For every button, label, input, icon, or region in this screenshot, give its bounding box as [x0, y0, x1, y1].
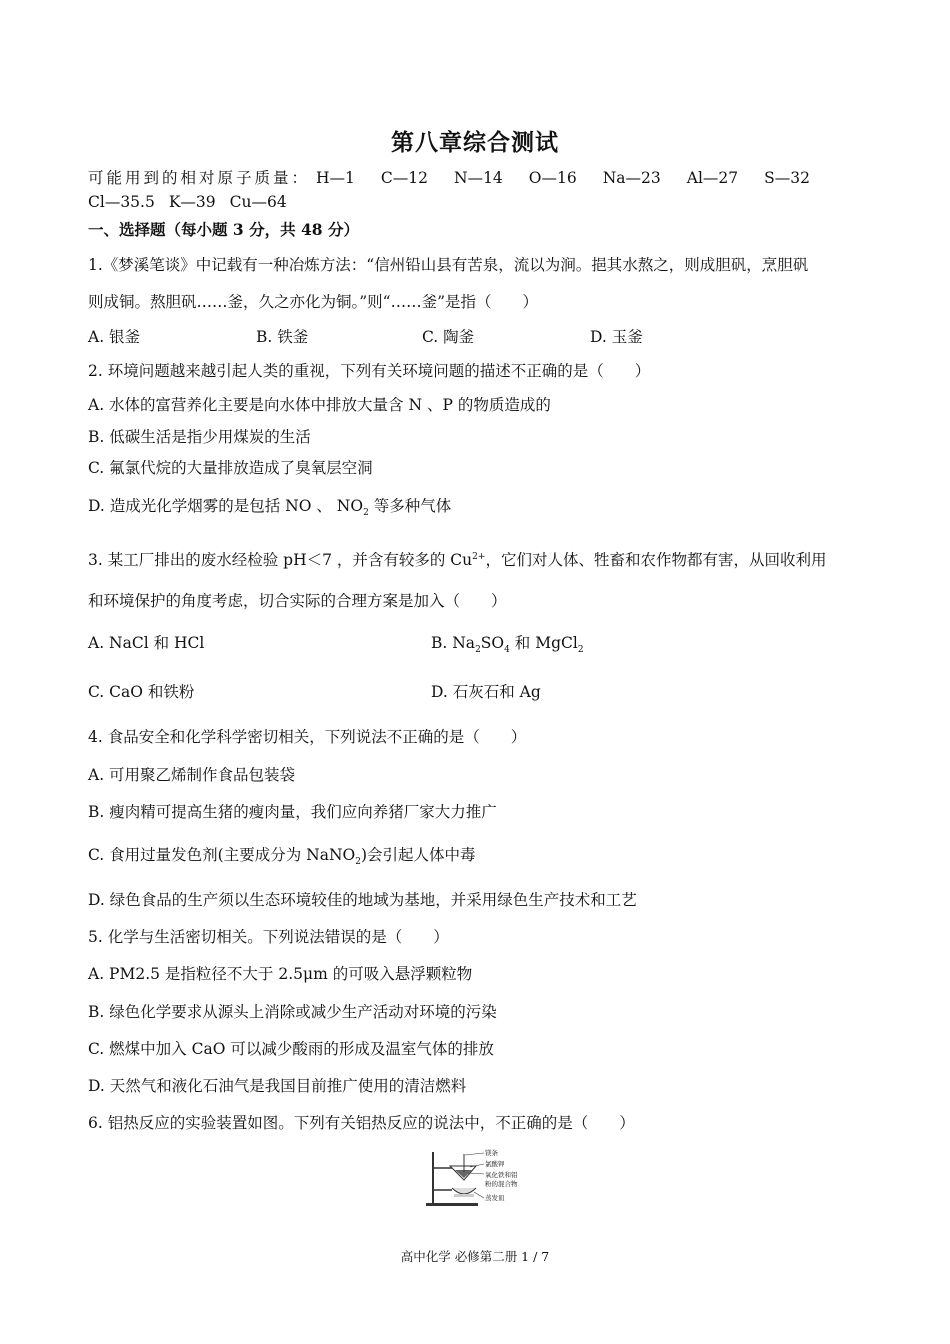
- q2-option-a: A. 水体的富营养化主要是向水体中排放大量含 N 、P 的物质造成的: [88, 396, 551, 414]
- mass-item: Cu—64: [229, 193, 287, 211]
- page-footer: 高中化学 必修第二册 1 / 7: [400, 1249, 550, 1264]
- atomic-masses-label: 可能用到的相对原子质量：: [88, 169, 311, 187]
- q2-option-c: C. 氟氯代烷的大量排放造成了臭氧层空洞: [88, 459, 373, 477]
- q1-option-a: A. 银釜: [88, 328, 141, 346]
- q4-stem: 4. 食品安全和化学科学密切相关，下列说法不正确的是（ ）: [88, 728, 527, 746]
- mass-item: S—32: [764, 169, 810, 187]
- label-magnesium: 镁条: [485, 1149, 498, 1157]
- q6-stem: 6. 铝热反应的实验装置如图。下列有关铝热反应的说法中，不正确的是（ ）: [88, 1114, 635, 1132]
- atomic-masses-line1: [88, 168, 810, 188]
- section-heading: 一、选择题（每小题 3 分，共 48 分）: [88, 220, 359, 239]
- q2-option-b: B. 低碳生活是指少用煤炭的生活: [88, 428, 311, 446]
- thermite-apparatus-figure: [424, 1148, 528, 1208]
- atomic-masses-line2: [88, 192, 287, 212]
- q3-option-b: B. $Na_2SO_4$ 和 MgCl$_2$: [431, 634, 584, 656]
- stand-rod: [432, 1152, 434, 1204]
- q1-option-b: B. 铁釜: [256, 328, 309, 346]
- q1-stem-line2: 则成铜。熬胆矾……釜，久之亦化为铜。”则“……釜”是指（ ）: [88, 293, 539, 311]
- q2-stem: 2. 环境问题越来越引起人类的重视，下列有关环境问题的描述不正确的是（ ）: [88, 362, 651, 380]
- q3-option-a: A. NaCl 和 HCl: [88, 634, 205, 652]
- evaporating-dish: [452, 1188, 476, 1194]
- q2-option-d: D. 造成光化学烟雾的是包括 NO 、 $NO_2$ 等多种气体: [88, 497, 452, 519]
- q4-option-a: A. 可用聚乙烯制作食品包装袋: [88, 766, 296, 784]
- q5-stem: 5. 化学与生活密切相关。下列说法错误的是（ ）: [88, 928, 449, 946]
- leader-line: [468, 1173, 484, 1174]
- q4-option-b: B. 瘦肉精可提高生猪的瘦肉量，我们应向养猪厂家大力推广: [88, 803, 497, 821]
- q5-option-d: D. 天然气和液化石油气是我国目前推广使用的清洁燃料: [88, 1077, 467, 1095]
- mass-item: Cl—35.5: [88, 193, 155, 211]
- mass-item: N—14: [454, 169, 503, 187]
- q1-stem-line1: 1.《梦溪笔谈》中记载有一种冶炼方法：“信州铅山县有苦泉，流以为涧。挹其水熬之，则成胆矾，烹胆矾: [88, 256, 809, 274]
- sand: [454, 1194, 474, 1197]
- q5-option-c: C. 燃煤中加入 CaO 可以减少酸雨的形成及温室气体的排放: [88, 1040, 494, 1058]
- label-kclo3: 氯酸钾: [485, 1160, 505, 1168]
- page-title: 第八章综合测试: [391, 129, 559, 156]
- leader-line: [474, 1192, 484, 1198]
- mass-item: O—16: [528, 169, 577, 187]
- q4-option-d: D. 绿色食品的生产须以生态环境较佳的地域为基地，并采用绿色生产技术和工艺: [88, 891, 637, 909]
- q1-option-c: C. 陶釜: [422, 328, 475, 346]
- mass-item: K—39: [168, 193, 216, 211]
- q3-option-d: D. 石灰石和 Ag: [431, 683, 541, 701]
- q3-stem-line2: 和环境保护的角度考虑，切合实际的合理方案是加入（ ）: [88, 592, 507, 610]
- q3-option-c: C. CaO 和铁粉: [88, 683, 195, 701]
- q4-option-c: C. 食用过量发色剂(主要成分为 NaNO$_2$)会引起人体中毒: [88, 846, 476, 868]
- label-mixture-2: 粉的混合物: [485, 1180, 518, 1188]
- label-mixture-1: 氧化铁和铝: [485, 1171, 518, 1179]
- mass-item: C—12: [380, 169, 428, 187]
- label-dish: 蒸发皿: [485, 1194, 505, 1202]
- q1-option-d: D. 玉釜: [590, 328, 643, 346]
- mass-item: Na—23: [602, 169, 661, 187]
- q5-option-b: B. 绿色化学要求从源头上消除或减少生产活动对环境的污染: [88, 1003, 497, 1021]
- mass-item: H—1: [316, 169, 355, 187]
- q3-stem-line1: 3. 某工厂排出的废水经检验 pH＜7 ，并含有较多的 $Cu^{2+}$，它们对人体、牲畜和农作物都有害，从回收利用: [88, 551, 827, 570]
- q5-option-a: A. PM2.5 是指粒径不大于 2.5μm 的可吸入悬浮颗粒物: [88, 965, 473, 983]
- leader-line: [465, 1153, 484, 1155]
- mass-item: Al—27: [686, 169, 739, 187]
